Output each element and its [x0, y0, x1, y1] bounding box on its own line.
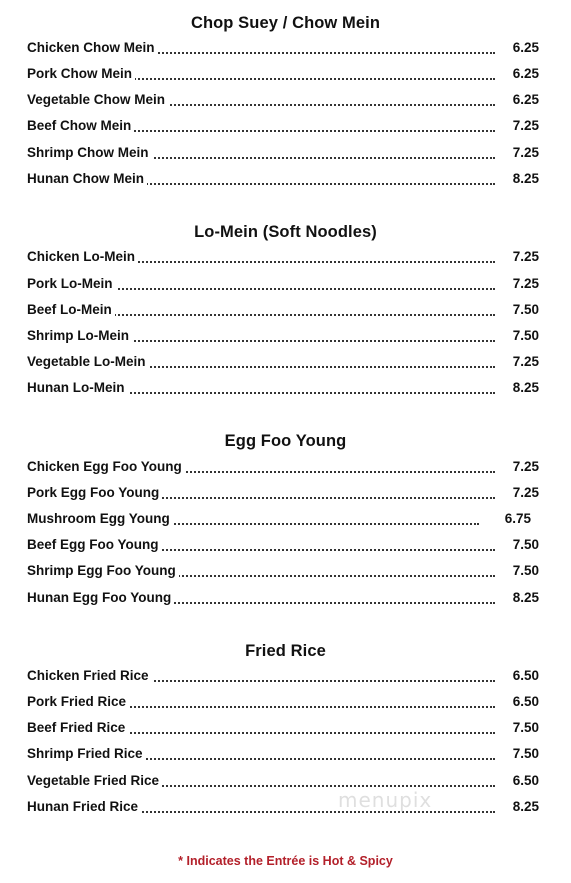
item-price: 7.50 — [512, 720, 539, 735]
menu-item — [27, 39, 539, 57]
menu-item — [27, 693, 539, 711]
item-price: 7.50 — [512, 328, 539, 343]
item-price: 6.25 — [512, 92, 539, 107]
item-name: Hunan Fried Rice — [27, 798, 141, 816]
watermark-logo: menupix — [338, 788, 433, 812]
item-name: Pork Egg Foo Young — [27, 484, 162, 502]
item-price: 7.25 — [512, 459, 539, 474]
item-price: 6.25 — [512, 40, 539, 55]
item-price: 7.50 — [512, 746, 539, 761]
item-name: Pork Chow Mein — [27, 65, 135, 83]
menu-item — [27, 275, 539, 293]
section-title: Egg Foo Young — [224, 432, 347, 450]
item-name: Vegetable Lo-Mein — [27, 353, 149, 371]
item-name: Shrimp Egg Foo Young — [27, 562, 179, 580]
menu-item — [27, 91, 539, 109]
item-name: Beef Chow Mein — [27, 117, 134, 135]
menu-item — [27, 248, 539, 266]
menu-item — [27, 745, 539, 763]
item-price: 7.50 — [512, 302, 539, 317]
menu-item — [27, 562, 539, 580]
item-price: 7.25 — [512, 276, 539, 291]
item-name: Beef Lo-Mein — [27, 301, 115, 319]
item-price: 8.25 — [512, 380, 539, 395]
item-price: 7.50 — [512, 537, 539, 552]
menu-item — [27, 117, 539, 135]
item-name: Shrimp Lo-Mein — [27, 327, 132, 345]
item-name: Hunan Egg Foo Young — [27, 589, 174, 607]
item-name: Hunan Chow Mein — [27, 170, 147, 188]
menu-item — [27, 458, 539, 476]
menu-item — [27, 719, 539, 737]
item-price: 7.50 — [512, 563, 539, 578]
item-price: 7.25 — [512, 485, 539, 500]
menu-item — [27, 798, 539, 816]
menu-item — [27, 772, 539, 790]
item-name: Chicken Lo-Mein — [27, 248, 138, 266]
menu-item — [27, 65, 539, 83]
item-price: 7.25 — [512, 118, 539, 133]
item-name: Beef Fried Rice — [27, 719, 128, 737]
item-price: 6.50 — [512, 694, 539, 709]
item-name: Shrimp Fried Rice — [27, 745, 146, 763]
menu-item — [27, 144, 539, 162]
menu-item — [27, 536, 539, 554]
item-price: 6.50 — [512, 773, 539, 788]
item-price: 7.25 — [512, 145, 539, 160]
menu-item — [27, 170, 539, 188]
item-price: 8.25 — [512, 171, 539, 186]
section-title: Lo-Mein (Soft Noodles) — [194, 223, 377, 241]
item-name: Mushroom Egg Young — [27, 510, 173, 528]
item-name: Pork Fried Rice — [27, 693, 129, 711]
item-name: Chicken Egg Foo Young — [27, 458, 185, 476]
item-name: Vegetable Chow Mein — [27, 91, 168, 109]
menu-item — [27, 667, 539, 685]
menu-item — [27, 327, 539, 345]
menu-item — [27, 484, 539, 502]
item-price: 6.75 — [504, 511, 531, 526]
menu-item — [27, 353, 539, 371]
item-name: Vegetable Fried Rice — [27, 772, 162, 790]
item-name: Beef Egg Foo Young — [27, 536, 162, 554]
item-name: Shrimp Chow Mein — [27, 144, 152, 162]
item-name: Hunan Lo-Mein — [27, 379, 128, 397]
item-price: 8.25 — [512, 590, 539, 605]
item-price: 7.25 — [512, 354, 539, 369]
menu-item — [27, 379, 539, 397]
item-name: Pork Lo-Mein — [27, 275, 116, 293]
section-title: Fried Rice — [245, 642, 326, 660]
menu-item — [27, 301, 539, 319]
item-price: 8.25 — [512, 799, 539, 814]
hot-spicy-footnote: * Indicates the Entrée is Hot & Spicy — [178, 854, 393, 868]
item-name: Chicken Chow Mein — [27, 39, 158, 57]
menu-item — [27, 589, 539, 607]
item-name: Chicken Fried Rice — [27, 667, 152, 685]
menu-item — [27, 510, 539, 528]
item-price: 6.25 — [512, 66, 539, 81]
item-price: 7.25 — [512, 249, 539, 264]
section-title: Chop Suey / Chow Mein — [190, 14, 381, 32]
item-price: 6.50 — [512, 668, 539, 683]
